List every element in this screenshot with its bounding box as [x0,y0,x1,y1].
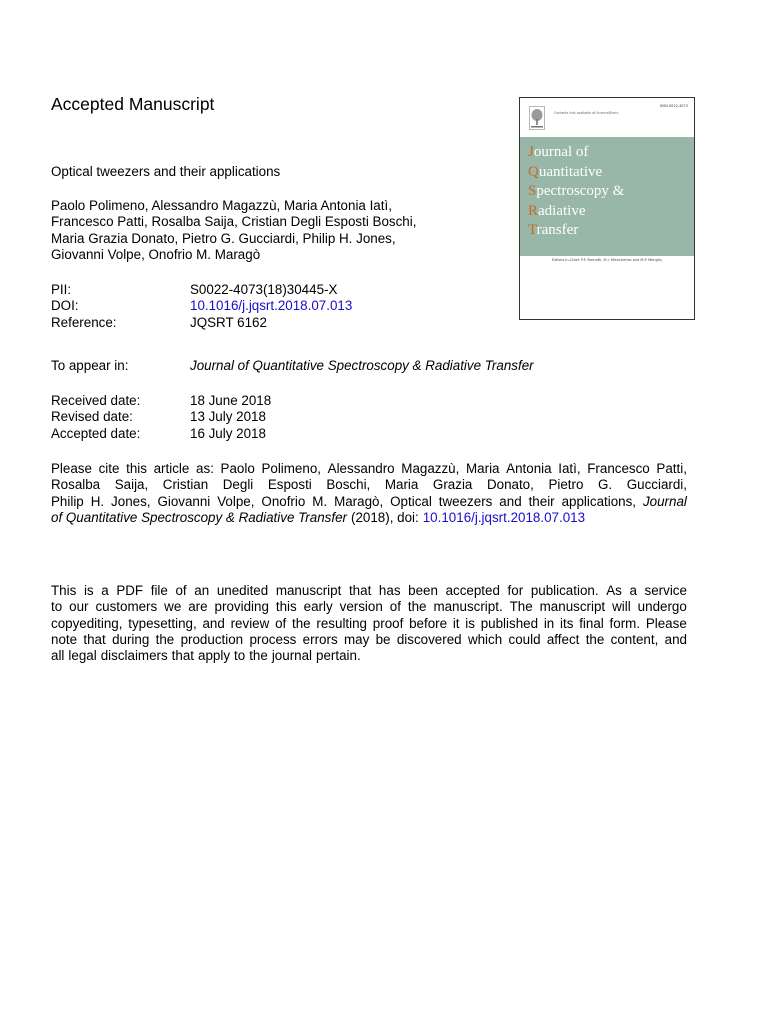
word: during [112,631,150,647]
word: this [275,599,297,615]
word: Optical [390,493,432,509]
word: cite [98,461,120,476]
word: The [509,599,533,615]
word: resulting [316,615,368,631]
cover-title-line [528,202,624,222]
word: version [339,599,383,615]
word: production [180,631,244,647]
cover-issn: ISSN 0022-4073 [659,104,688,108]
pii-label: PII: [51,282,72,297]
word: apply [198,648,231,664]
cover-title-rest: ournal of [533,144,589,160]
word: tweezers [438,493,493,509]
journal-name: Journal of Quantitative Spectroscopy & Radiative Transfer [190,358,534,373]
cover-title-band [520,137,694,256]
word: and [499,493,522,509]
word: Maria [466,461,500,476]
dates-block [51,393,491,442]
word: may [343,631,370,647]
word: copyediting, [51,615,123,631]
word: service [644,583,687,598]
accepted-value: 16 July 2018 [190,425,266,441]
author-line: Francesco Patti, Rosalba Saija, Cristian Degli Esposti Boschi, [51,214,417,230]
citation-line [51,494,687,510]
cover-title-initial: R [528,202,539,219]
word: their [528,493,555,509]
reference-row [51,315,491,331]
word: as: [196,461,214,476]
word: accepted [445,583,500,598]
word: it [452,615,460,631]
word: providing [214,599,269,615]
word: Magazzù, [401,461,460,476]
word: will [612,599,631,615]
citation-paragraph [51,461,687,526]
word: Please [51,461,92,476]
word: Iatì, [558,461,581,476]
word: file [150,583,168,598]
appear-in-block [51,358,691,374]
word: our [69,599,89,615]
word: which [467,631,503,647]
author-line: Paolo Polimeno, Alessandro Magazzù, Maria Antonia Iatì, [51,198,392,213]
word: Onofrio [261,493,306,509]
cover-header [520,98,694,137]
revised-label: Revised date: [51,409,133,425]
cover-title-initial: Q [528,163,539,180]
word: typesetting, [128,615,197,631]
word: that [83,631,106,647]
word: the [292,615,311,631]
word: Please [645,615,687,631]
citation-year: (2018), doi: [350,509,419,525]
word: manuscript. [433,599,503,615]
elsevier-tree-icon [529,106,545,130]
word: in [543,615,555,631]
word: Maragò, [334,493,384,509]
word: to [51,599,63,615]
word: Gucciardi, [626,477,687,493]
word: This [51,583,77,598]
word: Pietro [548,477,584,493]
word: PDF [116,583,144,598]
word: all [51,648,65,664]
accepted-row [51,426,491,442]
journal-cover [519,97,695,320]
word: unedited [216,583,269,598]
word: published [480,615,539,631]
word: Donato, [486,477,534,493]
word: Antonia [506,461,552,476]
word: legal [68,648,97,664]
citation-line [51,510,687,526]
word: that [171,648,195,664]
reference-label: Reference: [51,314,117,330]
word: is [83,583,94,598]
word: of [275,615,287,631]
word: Polimeno, [261,461,321,476]
word: proof [372,615,404,631]
manuscript-notice [51,583,687,664]
word: Alessandro [327,461,395,476]
cover-title-line [528,163,624,183]
word: before [409,615,448,631]
reference-value: JQSRT 6162 [190,314,267,330]
word: M. [312,493,328,509]
word: and [664,631,687,647]
cover-title-initial: S [528,183,537,199]
doi-link[interactable]: 10.1016/j.jqsrt.2018.07.013 [190,298,353,314]
doi-row [51,298,491,314]
cover-title-line [528,182,624,202]
word: customers [95,599,158,615]
word: disclaimers [100,648,168,664]
citation-journal-start: Journal [642,493,687,509]
word: process [249,631,297,647]
word: Degli [222,477,254,493]
word: Paolo [220,461,255,476]
cover-title-initial: T [528,222,537,238]
cover-journal-title [528,143,624,241]
word: a [101,583,109,598]
appear-label: To appear in: [51,358,129,373]
cover-title-rest: pectroscopy & [536,183,625,199]
word: article [153,461,190,476]
word: of [389,599,401,615]
cover-title-line [528,143,624,163]
pii-value: S0022-4073(18)30445-X [190,282,338,297]
citation-line [51,461,687,477]
author-line: Giovanni Volpe, Onofrio M. Maragò [51,246,261,262]
word: the [249,648,268,664]
word: could [508,631,541,647]
notice-line [51,599,687,615]
word: are [188,599,208,615]
word: journal [271,648,313,664]
word: content, [610,631,659,647]
word: Philip [51,493,84,509]
identifiers-block [51,282,491,331]
word: the [585,631,605,647]
cover-title-initial: J [528,144,534,160]
word: Rosalba [51,477,101,493]
word: early [303,599,333,615]
word: review [230,615,270,631]
word: applications, [561,493,637,509]
author-list [51,198,451,263]
word: this [126,461,147,476]
page-title: Accepted Manuscript [51,94,215,114]
word: Boschi, [326,477,371,493]
word: form. [609,615,641,631]
word: that [348,583,372,598]
word: Grazia [432,477,473,493]
citation-doi-link[interactable]: 10.1016/j.jqsrt.2018.07.013 [422,509,586,525]
word: we [164,599,182,615]
notice-line [51,632,687,648]
received-row [51,393,491,409]
word: is [465,615,475,631]
contents-note: Contents lists available at ScienceDirect [554,111,619,115]
word: Maria [384,477,419,493]
cover-title-line [528,221,624,241]
word: Saija, [114,477,149,493]
word: Jones, [111,493,151,509]
word: been [408,583,438,598]
word: H. [90,493,105,509]
revised-value: 13 July 2018 [190,409,266,425]
word: Esposti [267,477,312,493]
doi-label: DOI: [51,298,79,314]
pii-row [51,282,491,298]
word: As [606,583,622,598]
word: the [407,599,427,615]
word: be [375,631,391,647]
word: pertain. [316,648,361,664]
word: Giovanni [157,493,211,509]
notice-line [51,648,687,664]
word: the [155,631,175,647]
cover-title-rest: ransfer [536,222,579,238]
word: note [51,631,78,647]
appear-row [51,358,691,374]
revised-row [51,409,491,425]
word: publication. [530,583,599,598]
word: an [194,583,210,598]
notice-line [51,616,687,632]
citation-journal: of Quantitative Spectroscopy & Radiative Transfer [51,509,347,525]
cover-editors: Editors-in-Chief: P.F. Bernath, M.I. Mishchenko and M.P. Mengüç [551,258,663,262]
word: discovered [396,631,462,647]
word: manuscript [539,599,606,615]
author-line: Maria Grazia Donato, Pietro G. Gucciardi, Philip H. Jones, [51,230,396,246]
word: to [234,648,246,664]
word: a [629,583,637,598]
word: affect [546,631,580,647]
word: final [579,615,604,631]
word: undergo [637,599,687,615]
word: for [507,583,524,598]
word: its [560,615,574,631]
article-title: Optical tweezers and their applications [51,164,281,179]
received-label: Received date: [51,393,141,408]
word: of [175,583,187,598]
word: manuscript [275,583,342,598]
cover-title-rest: adiative [538,202,586,219]
word: Patti, [656,461,687,476]
word: and [202,615,225,631]
citation-line [51,477,687,493]
received-value: 18 June 2018 [190,393,272,408]
word: errors [302,631,338,647]
word: Francesco [587,461,650,476]
word: Cristian [162,477,209,493]
accepted-label: Accepted date: [51,425,141,441]
word: has [378,583,401,598]
word: G. [598,477,613,493]
notice-line [51,583,687,599]
cover-title-rest: uantitative [538,163,603,180]
word: Volpe, [217,493,255,509]
